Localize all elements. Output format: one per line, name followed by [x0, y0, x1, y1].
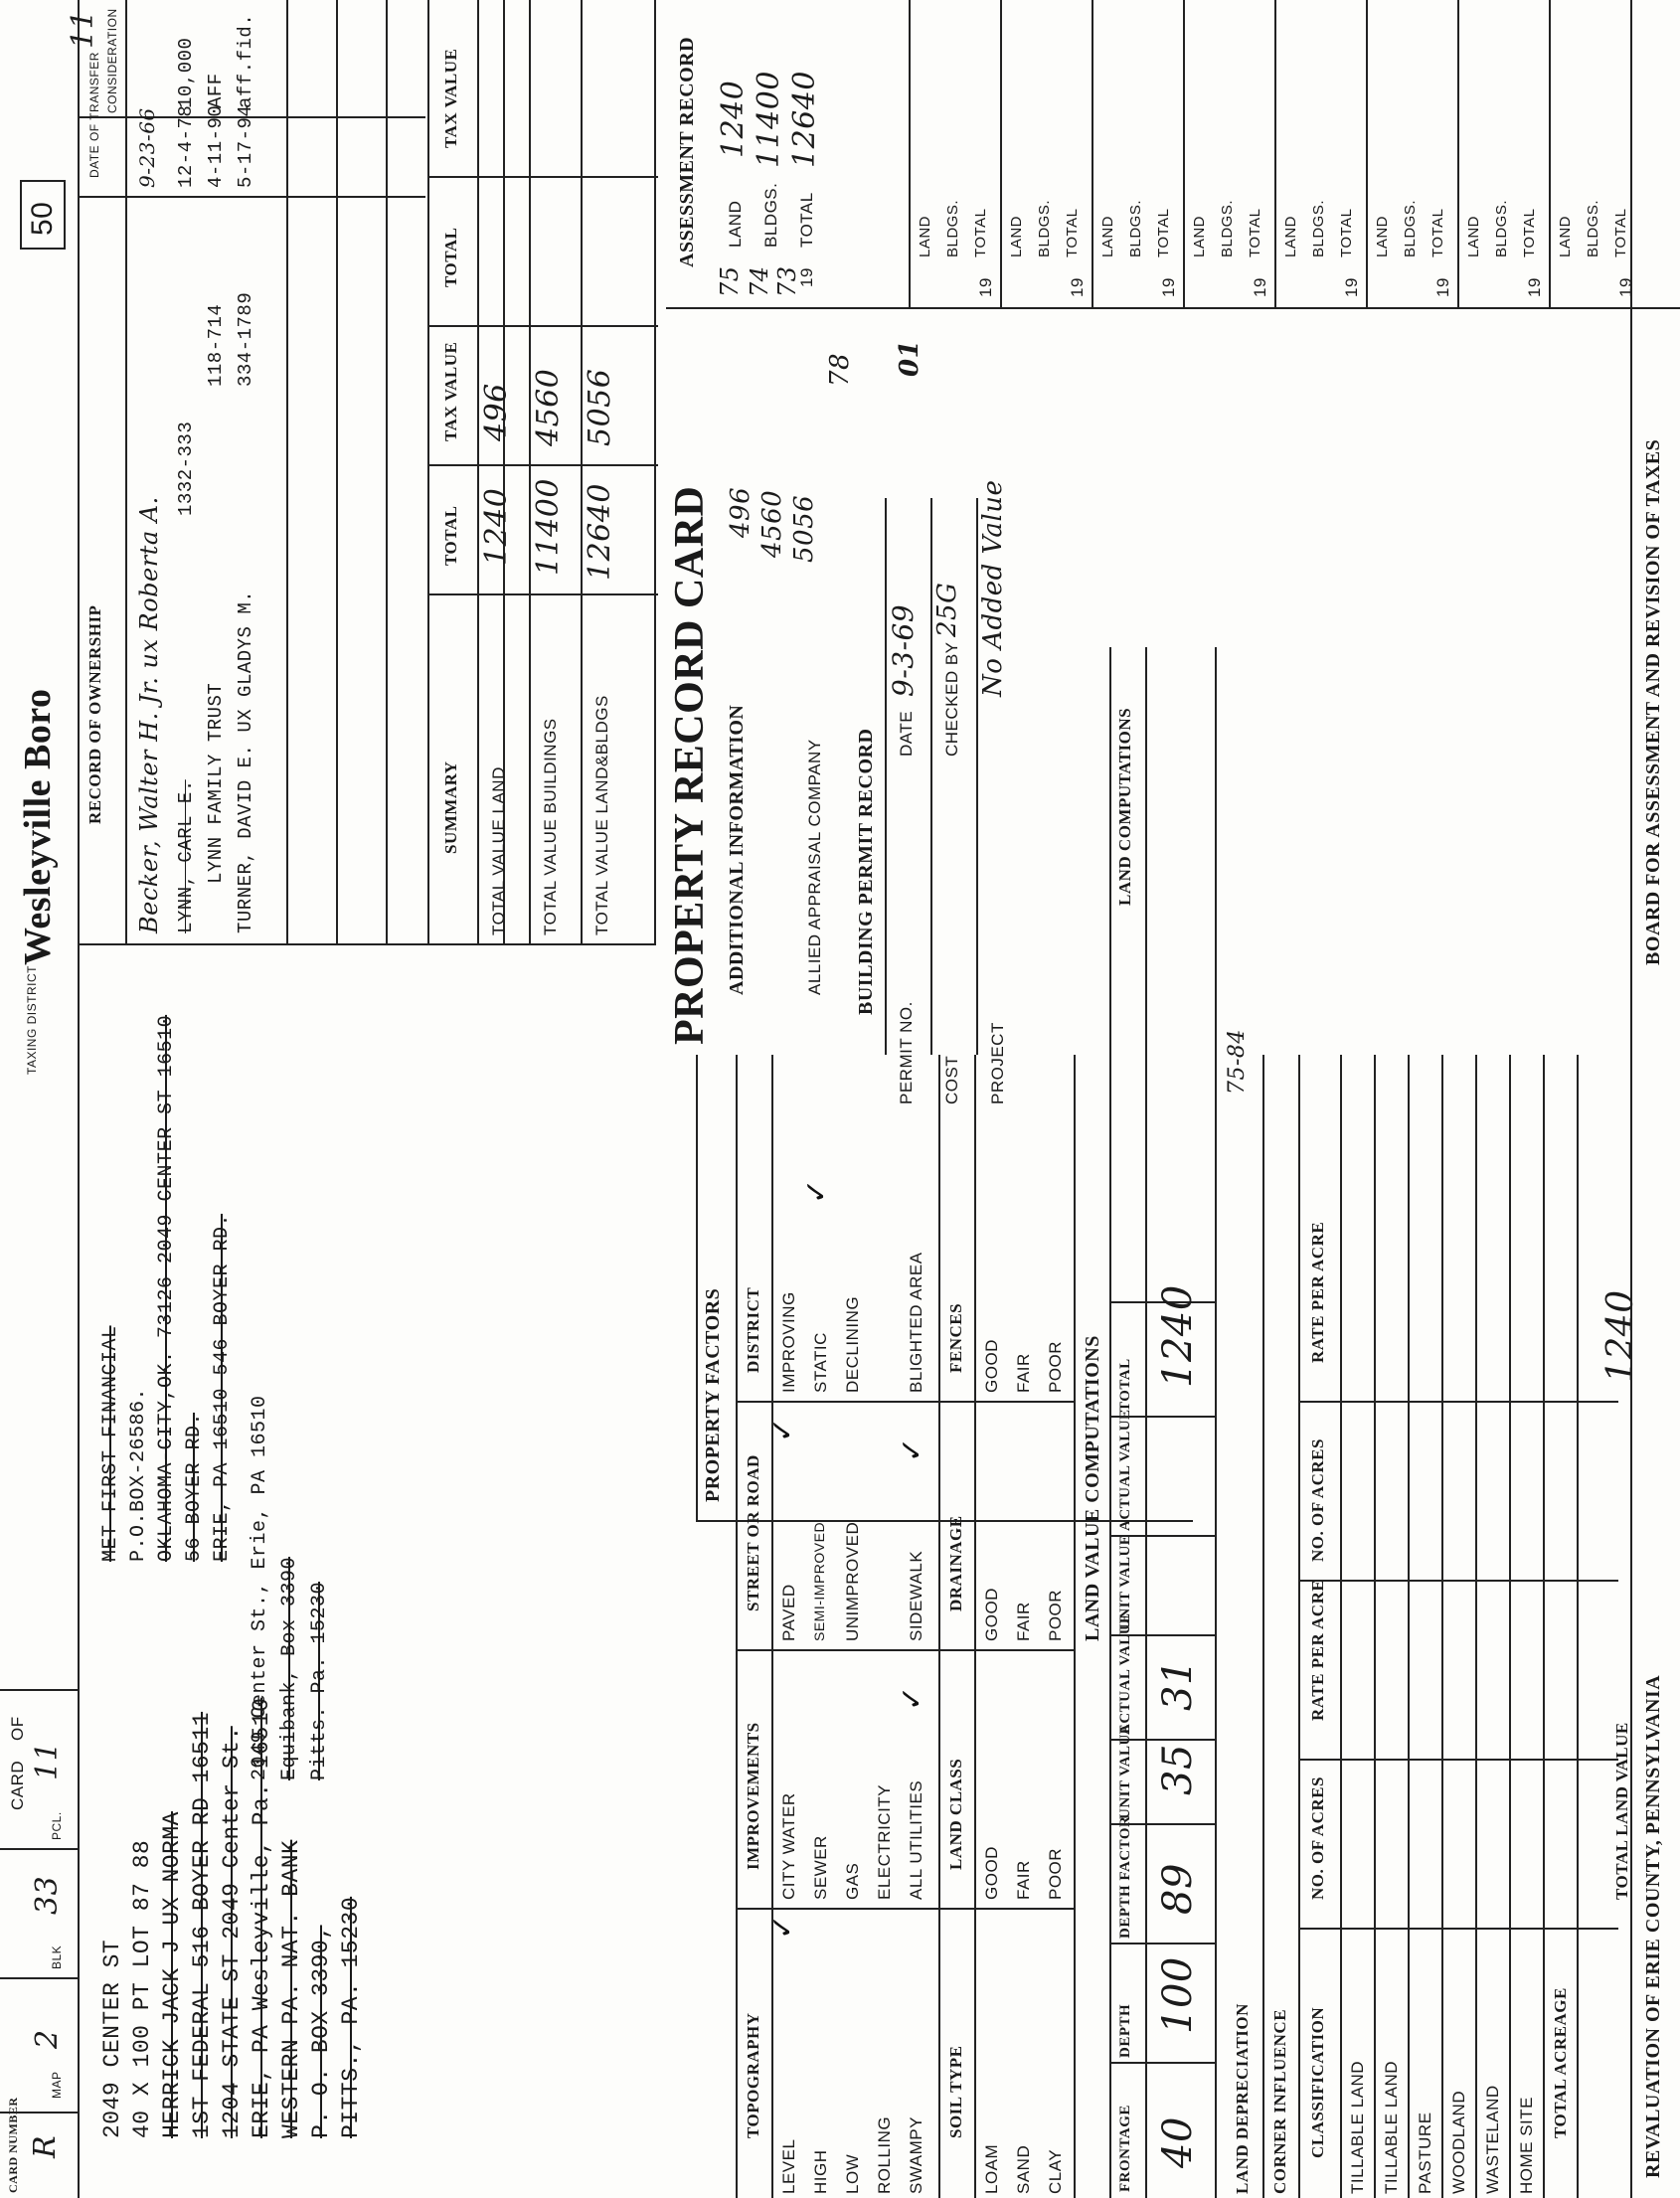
own-sep: [386, 0, 388, 943]
factor-blighted: BLIGHTED AREA: [907, 1252, 925, 1393]
permit-no-label: PERMIT NO.: [897, 1001, 916, 1104]
owner2-line-4: 56 BOYER RD.: [183, 1412, 206, 1562]
lv-col-sep: [1109, 1739, 1215, 1741]
pcl-value: 11: [30, 1741, 65, 1780]
property-factors-title: PROPERTY FACTORS: [702, 1287, 724, 1502]
project-value: No Added Value: [978, 479, 1008, 697]
factor-swampy: SWAMPY: [907, 2116, 925, 2194]
assessment-line-label: LAND: [1099, 215, 1116, 257]
soil-header-land-class: LAND CLASS: [946, 1758, 965, 1870]
factor-level: LEVEL: [779, 2138, 798, 2194]
land-class-poor: POOR: [1046, 1847, 1065, 1900]
classification-col-sep: [1298, 1580, 1618, 1582]
assessment-line-label: LAND: [1557, 215, 1574, 257]
assessment-land-value: 1240: [716, 80, 751, 158]
date-of-transfer-header: DATE OF TRANSFER: [87, 52, 101, 178]
lv-sep: [1109, 647, 1111, 2198]
owner2-line-7: Equibank, Box 3390: [278, 1556, 301, 1780]
factor-semi-improved: SEMI-IMPROVED: [811, 1521, 827, 1641]
owner-row-1-date: 9-23-66: [135, 107, 159, 188]
factor-sep: [771, 1055, 773, 2198]
summary-row-buildings: TOTAL VALUE BUILDINGS: [541, 718, 560, 935]
cost-label: COST: [942, 1055, 961, 1104]
assessment-year-prefix: 19: [1433, 277, 1452, 297]
sum-col-sep: [429, 325, 658, 327]
land-value-header: DEPTH FACTOR: [1117, 1815, 1133, 1939]
add-value-2: 4560: [757, 489, 787, 558]
summary-col-total: TOTAL: [441, 505, 460, 566]
assessment-block-line: [1457, 0, 1459, 307]
owner-row-3-book: 118-714: [205, 303, 227, 387]
owner-row-3-name: LYNN FAMILY TRUST: [205, 682, 227, 884]
land-classification: [1223, 1055, 1680, 2198]
sum-col-sep: [429, 464, 658, 466]
corner-influence-label: CORNER INFLUENCE: [1270, 2008, 1289, 2194]
map-label: MAP: [50, 2071, 64, 2099]
owner-line-2: 1ST FEDERAL 516 BOYER RD 16511: [189, 1711, 215, 2138]
land-value-header: ACTUAL VALUE: [1117, 1409, 1133, 1531]
classification-header: RATE PER ACRE: [1308, 1579, 1327, 1721]
drainage-poor: POOR: [1046, 1589, 1065, 1641]
owner2-line-3: OKLAHOMA-CITY,OK. 73126 2049 CENTER ST 16510: [155, 1014, 178, 1562]
factor-header-improvements: IMPROVEMENTS: [744, 1722, 762, 1870]
property-description: [99, 1005, 696, 2178]
permit-title: BUILDING PERMIT RECORD: [855, 728, 877, 1015]
owner2-line-8: Pitts. Pa. 15230: [308, 1581, 331, 1780]
assessment-block-line: [1549, 0, 1551, 307]
owner-row-4-book: 334-1789: [235, 291, 256, 387]
classification-col-sep: [1298, 1928, 1618, 1930]
soil-loam: LOAM: [982, 2143, 1001, 2194]
factor-sidewalk: SIDEWALK: [907, 1550, 925, 1641]
owner-row-4-name: TURNER, DAVID E. UX GLADYS M.: [235, 590, 256, 933]
classification-row-label: TILLABLE LAND: [1348, 2060, 1367, 2194]
summary-col-tax-2: TAX VALUE: [441, 48, 460, 148]
checked-by-value: 25G: [932, 582, 962, 637]
factor-header-topography: TOPOGRAPHY: [744, 2012, 762, 2138]
land-value-title: LAND VALUE COMPUTATIONS: [1082, 1335, 1103, 1641]
check-mark-improving: ✓: [765, 1417, 800, 1442]
header-sep: [0, 1848, 78, 1850]
factor-improving: IMPROVING: [779, 1291, 798, 1393]
own-sep: [336, 0, 338, 943]
summary-grand-total: 12640: [583, 483, 617, 581]
soil-header-fences: FENCES: [946, 1302, 965, 1373]
check-mark-all-utilities: ✓: [895, 1685, 929, 1711]
assessment-line-label: BLDGS.: [1402, 199, 1419, 257]
factor-electricity: ELECTRICITY: [875, 1783, 894, 1900]
assessment-year-prefix: 19: [1251, 277, 1269, 297]
summary-grand-tax: 5056: [583, 368, 617, 446]
factor-high: HIGH: [811, 2149, 830, 2194]
assessment-year-prefix: 19: [1525, 277, 1544, 297]
of-label: OF: [8, 1716, 27, 1741]
soil-header-soil-type: SOIL TYPE: [946, 2045, 965, 2138]
factor-sewer: SEWER: [811, 1835, 830, 1900]
assessment-line-label: TOTAL: [972, 208, 989, 257]
drainage-good: GOOD: [982, 1588, 1001, 1641]
factor-static: STATIC: [811, 1332, 830, 1393]
owner-row-4-date: 5-17-94: [235, 104, 256, 188]
assessment-block-line: [909, 0, 911, 307]
header-sep: [0, 1689, 78, 1691]
date-label: DATE: [897, 710, 916, 757]
classification-row-label: TILLABLE LAND: [1382, 2060, 1401, 2194]
factor-header-district: DISTRICT: [744, 1286, 762, 1373]
assessment-line-land: LAND: [726, 200, 745, 248]
assessment-line-label: TOTAL: [1612, 208, 1629, 257]
land-value-cell: 100: [1155, 1956, 1201, 2034]
classification-col-sep: [1298, 1401, 1618, 1403]
owner2-line-1: MET FIRST FINANCIAL: [99, 1325, 122, 1562]
land-computations-label: LAND COMPUTATIONS: [1115, 707, 1134, 906]
header-sep: [0, 2112, 78, 2113]
lv-col-sep: [1109, 2062, 1215, 2064]
land-value-cell: 89: [1155, 1863, 1201, 1915]
summary-col-tax: TAX VALUE: [441, 341, 460, 441]
card-number-label: CARD NUMBER: [6, 2097, 20, 2193]
land-value-header: TOTAL: [1117, 1358, 1133, 1412]
land-value-cell: 31: [1155, 1659, 1201, 1711]
assessment-block-line: [1274, 0, 1276, 307]
fences-fair: FAIR: [1014, 1353, 1033, 1393]
classification-row-line: [1577, 1055, 1579, 2198]
blk-label: BLK: [50, 1944, 64, 1969]
lot-line: 40 X 100 PT LOT 87 88: [129, 1839, 155, 2138]
lc-sep: [1262, 1055, 1264, 2198]
assessment-line-label: TOTAL: [1064, 208, 1081, 257]
factor-city-water: CITY WATER: [779, 1792, 798, 1900]
summary-title: SUMMARY: [441, 761, 460, 854]
classification-row-line: [1374, 1055, 1376, 2198]
fences-good: GOOD: [982, 1339, 1001, 1393]
footer-divider: [1630, 0, 1632, 2198]
factor-gas: GAS: [843, 1862, 862, 1900]
consideration-header: CONSIDERATION: [105, 8, 119, 113]
check-mark-static: ✓: [799, 1178, 834, 1204]
summary-buildings-total: 11400: [531, 478, 566, 576]
factor-col-sep: [736, 1401, 1074, 1403]
assessment-line-label: BLDGS.: [1127, 199, 1144, 257]
owner-row-3-consideration: AFF: [205, 73, 227, 108]
soil-sand: SAND: [1014, 2144, 1033, 2194]
sum-sep: [477, 0, 479, 943]
classification-row-label: PASTURE: [1416, 2112, 1434, 2194]
land-class-fair: FAIR: [1014, 1860, 1033, 1900]
lc-sep: [1340, 1055, 1342, 2198]
factor-unimproved: UNIMPROVED: [843, 1521, 862, 1641]
assessment-year-prefix: 19: [1616, 277, 1635, 297]
assessment-line-label: LAND: [1374, 215, 1391, 257]
year-note-1: 75: [716, 265, 744, 297]
soil-header-drainage: DRAINAGE: [946, 1515, 965, 1611]
lv-sep: [1145, 647, 1147, 2198]
sum-sep: [529, 0, 531, 943]
land-value-header: DEPTH: [1117, 2003, 1133, 2058]
assessment-line-label: LAND: [1008, 215, 1025, 257]
land-depreciation-label: LAND DEPRECIATION: [1233, 2003, 1252, 2194]
land-class-good: GOOD: [982, 1846, 1001, 1900]
assessment-line-label: BLDGS.: [1585, 199, 1601, 257]
soil-clay: CLAY: [1046, 2148, 1065, 2194]
own-sep: [125, 0, 127, 943]
district-name: Wesleyville Boro: [17, 688, 59, 965]
assessment-block-line: [1000, 0, 1002, 307]
assessment-line-label: BLDGS.: [1310, 199, 1327, 257]
land-note-value: 75-84: [1225, 1029, 1250, 1095]
total-land-value-label: TOTAL LAND VALUE: [1612, 1722, 1631, 1900]
taxing-district-label: TAXING DISTRICT: [25, 965, 39, 1075]
assessment-line-label: LAND: [1191, 215, 1208, 257]
classification-row-label: WASTELAND: [1483, 2085, 1502, 2194]
year-note-2: 74: [746, 265, 773, 297]
footer-left: REVALUATION OF ERIE COUNTY, PENNSYLVANIA: [1642, 1674, 1664, 2178]
owner-line-6: P. O. BOX 3390,: [308, 1925, 334, 2138]
lv-col-sep: [1109, 1535, 1215, 1537]
owner-row-2-date: 12-4-78: [175, 104, 197, 188]
owner-line-4: ERIE, PA Wesleyville, Pa. 16510: [249, 1697, 274, 2138]
map-value: 2: [30, 2029, 65, 2049]
ownership-title: RECORD OF OWNERSHIP: [85, 604, 104, 824]
fences-poor: POOR: [1046, 1340, 1065, 1393]
factor-col-sep: [736, 1649, 1074, 1651]
factor-paved: PAVED: [779, 1584, 798, 1641]
assessment-line-label: TOTAL: [1521, 208, 1538, 257]
permit-date: 9-3-69: [887, 603, 920, 697]
own-sep: [286, 0, 288, 943]
assessment-title: ASSESSMENT RECORD: [676, 36, 698, 267]
summary-land-total: 1240: [479, 487, 514, 566]
factor-header-street: STREET OR ROAD: [744, 1454, 762, 1611]
summary-row-total: TOTAL VALUE LAND&BLDGS: [592, 695, 611, 935]
year-prefix: 19: [797, 267, 816, 287]
factor-declining: DECLINING: [843, 1295, 862, 1393]
classification-row-line: [1509, 1055, 1511, 2198]
lc-sep: [1298, 1055, 1300, 2198]
assessment-line-label: LAND: [1465, 215, 1482, 257]
year-note-4: 78: [825, 352, 855, 387]
assessment-total-value: 12640: [787, 71, 822, 168]
address-line: 2049 CENTER ST: [99, 1939, 125, 2138]
assessment-block-line: [1092, 0, 1093, 307]
classification-header: NO. OF ACRES: [1308, 1776, 1327, 1900]
land-value-cell: 40: [1155, 2116, 1201, 2168]
pcl-label: PCL.: [50, 1811, 64, 1840]
blk-value: 33: [30, 1875, 65, 1915]
additional-info-label: ADDITIONAL INFORMATION: [726, 704, 748, 995]
add-value-3: 5056: [789, 494, 819, 563]
assessment-line-label: BLDGS.: [1036, 199, 1053, 257]
assessment-record: [666, 0, 1680, 387]
owner-line-5: WESTERN PA. NAT. BANK: [278, 1839, 304, 2138]
check-mark-sidewalk: ✓: [895, 1437, 929, 1462]
owner2-line-5: ERIE, PA 16510 546 BOYER RD.: [211, 1213, 234, 1562]
land-value-header: FRONTAGE: [1117, 2105, 1133, 2192]
summary-table: [427, 0, 656, 945]
year-note-5: 01: [895, 339, 924, 377]
add-value-1: 496: [726, 486, 756, 538]
assessment-line-label: BLDGS.: [1493, 199, 1510, 257]
classification-row-line: [1543, 1055, 1545, 2198]
classification-row-line: [1441, 1055, 1443, 2198]
owner-row-2-name: LYNN, CARL E.: [175, 779, 197, 933]
lv-sep: [1215, 647, 1217, 2198]
assessment-year-prefix: 19: [1068, 277, 1087, 297]
assessment-year-prefix: 19: [1342, 277, 1361, 297]
classification-row-label: TOTAL ACREAGE: [1551, 1987, 1570, 2138]
project-label: PROJECT: [988, 1022, 1007, 1104]
factor-col-sep: [736, 1908, 1074, 1910]
assessment-line-label: TOTAL: [1338, 208, 1355, 257]
lv-col-sep: [1109, 1823, 1215, 1825]
page-number: 50: [26, 201, 59, 236]
consideration-top: 11: [66, 9, 100, 49]
owner2-line-2: P.O.BOX-26586.: [127, 1387, 150, 1562]
checked-by-label: CHECKED BY: [942, 641, 961, 757]
check-mark-level: ✓: [765, 1914, 800, 1940]
lv-col-sep: [1109, 1943, 1215, 1944]
assessment-block-line: [1183, 0, 1185, 307]
assessment-line-label: BLDGS.: [944, 199, 961, 257]
classification-col-sep: [1298, 1759, 1618, 1761]
classification-header: RATE PER ACRE: [1308, 1221, 1327, 1363]
assessment-line-label: TOTAL: [1247, 208, 1263, 257]
factor-low: LOW: [843, 2153, 862, 2194]
factor-sep: [736, 1055, 738, 2198]
owner-row-4-consideration: aff.fid.: [235, 13, 256, 108]
owner-line-3: 1204 STATE ST 2049 Center St.: [219, 1726, 245, 2138]
classification-header: NO. OF ACRES: [1308, 1438, 1327, 1562]
assessment-line-label: LAND: [917, 215, 933, 257]
header-sep: [0, 1977, 78, 1979]
factor-rolling: ROLLING: [875, 2115, 894, 2194]
factor-all-utilities: ALL UTILITIES: [907, 1779, 925, 1900]
sum-col-sep: [429, 176, 658, 178]
summary-col-total-2: TOTAL: [441, 227, 460, 287]
page-number-box: [20, 180, 66, 250]
factor-sep: [938, 1055, 940, 2198]
own-col-sep: [78, 196, 425, 198]
factor-sep: [974, 1055, 976, 2198]
total-land-value: 1240: [1600, 1289, 1641, 1383]
permit-sep: [885, 498, 887, 1055]
land-value-header: UNIT VALUE: [1117, 1534, 1133, 1630]
assessment-line-label: BLDGS.: [1219, 199, 1236, 257]
lv-col-sep: [1109, 1634, 1215, 1636]
land-value-cell: 35: [1155, 1744, 1201, 1795]
assessment-line-label: TOTAL: [1429, 208, 1446, 257]
owner-line-1: HERRICK JACK J UX NORMA: [159, 1811, 185, 2138]
assessment-block-line: [1366, 0, 1368, 307]
owner-line-7: PITTS., PA. 15230: [338, 1896, 364, 2138]
footer-right: BOARD FOR ASSESSMENT AND REVISION OF TAXES: [1642, 438, 1664, 965]
assessment-year-prefix: 19: [976, 277, 995, 297]
card-label: CARD: [8, 1760, 27, 1810]
classification-row-label: WOODLAND: [1449, 2090, 1468, 2194]
year-note-3: 73: [773, 265, 801, 297]
assessment-line-bldgs: BLDGS.: [761, 182, 780, 248]
assessment-bldgs-value: 11400: [752, 71, 786, 168]
record-card-title: PROPERTY RECORD CARD: [667, 485, 713, 1045]
assessment-line-label: LAND: [1282, 215, 1299, 257]
drainage-fair: FAIR: [1014, 1602, 1033, 1641]
summary-row-land: TOTAL VALUE LAND: [489, 766, 508, 935]
land-value-header: UNIT VALUE: [1117, 1723, 1133, 1819]
owner2-line-6: 2049 Center St., Erie, PA 16510: [249, 1395, 271, 1780]
sum-sep: [581, 0, 583, 943]
sum-col-sep: [429, 593, 658, 595]
card-number-value: R: [28, 2134, 63, 2158]
summary-buildings-tax: 4560: [531, 368, 566, 446]
classification-row-label: HOME SITE: [1517, 2096, 1536, 2194]
owner-row-3-date: 4-11-90: [205, 104, 227, 188]
owner-row-1-name: Becker, Walter H. Jr. ux Roberta A.: [135, 496, 163, 933]
owner-row-2-consideration: 10,000: [175, 37, 197, 108]
land-value-cell: 1240: [1155, 1284, 1201, 1388]
lv-col-sep: [1109, 1416, 1215, 1418]
assessment-year-prefix: 19: [1159, 277, 1178, 297]
assessment-line-total: TOTAL: [797, 192, 816, 248]
summary-land-tax: 496: [479, 383, 514, 441]
assessment-line-label: TOTAL: [1155, 208, 1172, 257]
owner-row-2-book: 1332-333: [175, 421, 197, 516]
classification-row-line: [1408, 1055, 1410, 2198]
allied-company: ALLIED APPRAISAL COMPANY: [805, 739, 824, 995]
classification-row-line: [1475, 1055, 1477, 2198]
land-value-header: ACTUAL VALUE: [1117, 1612, 1133, 1735]
classification-header: CLASSIFICATION: [1308, 2006, 1327, 2158]
